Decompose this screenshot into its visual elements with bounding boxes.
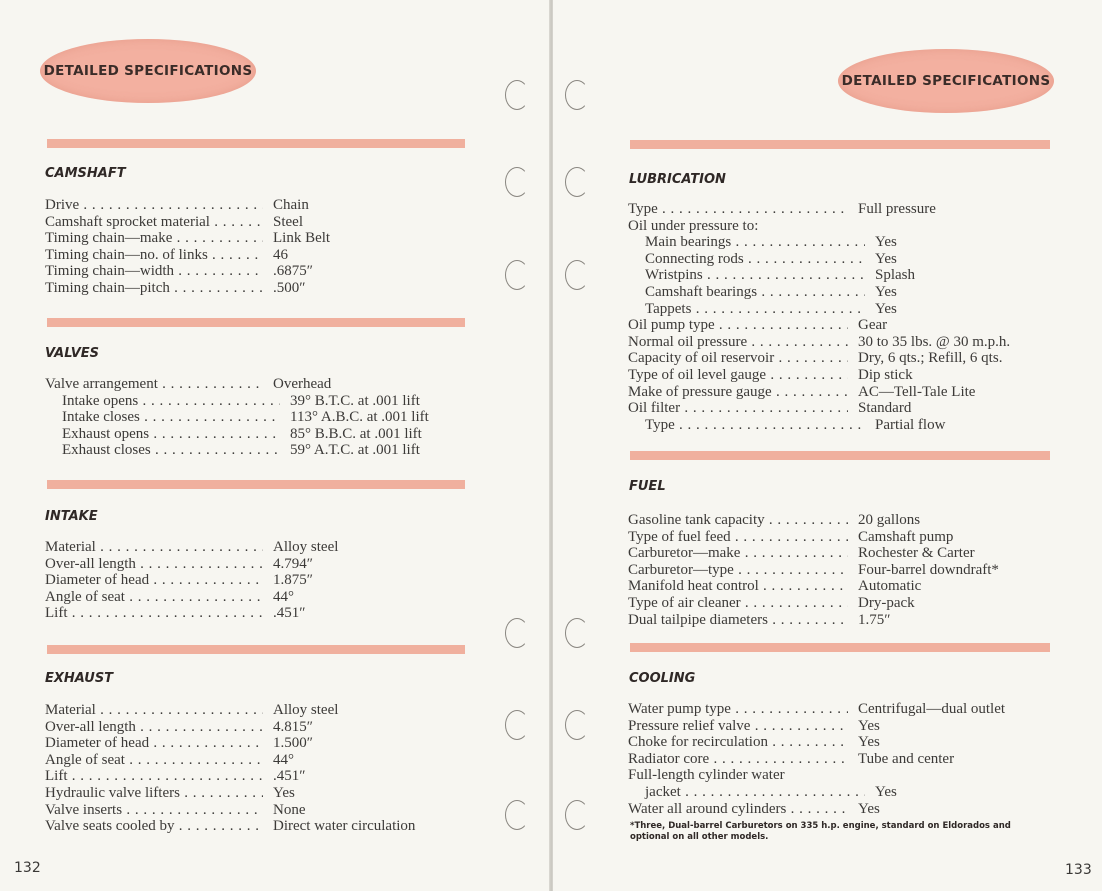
spec-row: [45, 719, 415, 736]
spec-value: Yes: [875, 783, 897, 800]
spec-value: Alloy steel: [273, 539, 339, 555]
spec-row: [628, 367, 1010, 384]
spec-row: [45, 572, 338, 589]
spec-row: [45, 735, 415, 752]
spec-label: Tappets . . .: [628, 301, 865, 318]
spec-row: [628, 801, 1005, 818]
spec-row: [45, 818, 415, 835]
section-title-valves: VALVES: [45, 346, 100, 361]
spec-row: [628, 400, 1010, 417]
spec-row: [628, 267, 1010, 284]
spec-label: Water pump type . . .: [628, 701, 848, 718]
spec-row: [628, 317, 1010, 334]
spec-label: Over-all length . . .: [45, 556, 263, 573]
binder-hole: [505, 710, 529, 740]
spec-value: Yes: [875, 250, 897, 267]
spec-label: Valve seats cooled by . . .: [45, 818, 263, 835]
binder-hole: [565, 618, 589, 648]
spec-value: Dry-pack: [858, 594, 915, 611]
spec-row: [628, 417, 1010, 434]
spec-value: Automatic: [858, 578, 922, 595]
spec-value: Yes: [875, 234, 897, 251]
spec-value: 1.875″: [273, 572, 313, 589]
spec-value: Partial flow: [875, 416, 946, 433]
spec-row: [45, 263, 330, 280]
section-title-lubrication: LUBRICATION: [629, 172, 726, 187]
spec-label: Material . . .: [45, 702, 263, 719]
intake-spec-list: [45, 539, 338, 622]
spec-value: Rochester & Carter: [858, 545, 975, 562]
spec-label: Oil under pressure to:: [628, 217, 759, 234]
spec-value: Link Belt: [273, 230, 331, 247]
spec-row: [628, 784, 1005, 801]
cooling-spec-list: [628, 701, 1005, 817]
spec-row: [45, 393, 429, 410]
page-number: 132: [14, 860, 41, 876]
spec-row: [45, 768, 415, 785]
spec-row: [628, 562, 999, 579]
spec-value: 1.500″: [273, 735, 313, 752]
spec-value: .6875″: [273, 263, 313, 280]
divider-bar: [47, 139, 465, 148]
spec-label: Choke for recirculation . . .: [628, 734, 848, 751]
spec-label: Gasoline tank capacity . . .: [628, 512, 848, 529]
spec-value: Yes: [875, 300, 897, 317]
spec-label: Pressure relief valve . . .: [628, 718, 848, 735]
spec-label: Main bearings . . .: [628, 234, 865, 251]
valves-spec-list: [45, 376, 429, 459]
spec-label: Exhaust closes . . .: [45, 442, 280, 459]
spec-value: Full pressure: [858, 201, 936, 217]
spec-value: Dry, 6 qts.; Refill, 6 qts.: [858, 350, 1003, 367]
spec-value: 39° B.T.C. at .001 lift: [290, 392, 420, 409]
spec-label: Water all around cylinders . . .: [628, 801, 848, 818]
spec-row: [45, 556, 338, 573]
spec-label: Diameter of head . . .: [45, 572, 263, 589]
section-title-cooling: COOLING: [629, 671, 696, 686]
spec-row: [45, 702, 415, 719]
spec-value: Yes: [858, 800, 880, 817]
spec-label: Radiator core . . .: [628, 751, 848, 768]
spec-value: Tube and center: [858, 750, 955, 767]
spec-label: Carburetor—make . . .: [628, 545, 848, 562]
spec-value: Yes: [858, 717, 880, 734]
spec-value: Standard: [858, 400, 912, 417]
spec-value: Direct water circulation: [273, 818, 416, 835]
spec-value: 46: [273, 246, 288, 263]
spec-value: Camshaft pump: [858, 528, 954, 545]
spec-label: Camshaft bearings . . .: [628, 284, 865, 301]
spec-value: 44°: [273, 588, 294, 605]
spec-row: [628, 701, 1005, 718]
page-number: 133: [1065, 862, 1092, 878]
divider-bar: [47, 645, 465, 654]
spec-value: .451″: [273, 768, 306, 785]
spec-row: [45, 247, 330, 264]
spec-row: [45, 280, 330, 297]
binder-hole: [505, 618, 529, 648]
spec-row: [628, 545, 999, 562]
spec-value: [848, 767, 858, 784]
spec-value: Steel: [273, 213, 303, 230]
page-132: [0, 0, 549, 891]
spec-row: [628, 718, 1005, 735]
binder-hole: [565, 260, 589, 290]
spec-value: 4.794″: [273, 555, 313, 572]
section-title-fuel: FUEL: [629, 479, 666, 494]
spec-label: Intake opens . . .: [45, 393, 280, 410]
spec-row: [45, 214, 330, 231]
spec-value: Chain: [273, 197, 309, 213]
spec-value: 113° A.B.C. at .001 lift: [290, 409, 429, 426]
spec-label: Angle of seat . . .: [45, 589, 263, 606]
spec-value: 30 to 35 lbs. @ 30 m.p.h.: [858, 333, 1011, 350]
spec-label: Wristpins . . .: [628, 267, 865, 284]
spec-label: Carburetor—type . . .: [628, 562, 848, 579]
spec-value: [848, 218, 858, 235]
spec-label: Capacity of oil reservoir . . .: [628, 350, 848, 367]
spec-row: [45, 442, 429, 459]
divider-bar: [630, 643, 1050, 652]
spec-label: Drive . . .: [45, 197, 263, 214]
lubrication-spec-list: [628, 201, 1010, 433]
spec-value: Centrifugal—dual outlet: [858, 701, 1006, 717]
spec-row: [628, 612, 999, 629]
spec-label: Lift . . .: [45, 768, 263, 785]
spec-row: [628, 218, 1010, 235]
spec-value: .500″: [273, 279, 306, 296]
exhaust-spec-list: [45, 702, 415, 835]
spec-value: Gear: [858, 317, 888, 334]
spec-label: Manifold heat control . . .: [628, 578, 848, 595]
spec-row: [45, 376, 429, 393]
fuel-spec-list: [628, 512, 999, 628]
spec-value: 59° A.T.C. at .001 lift: [290, 442, 420, 459]
spec-row: [628, 767, 1005, 784]
spec-row: [628, 350, 1010, 367]
spec-value: Yes: [858, 734, 880, 751]
spec-row: [628, 301, 1010, 318]
spec-value: Overhead: [273, 376, 332, 392]
spec-label: Intake closes . . .: [45, 409, 280, 426]
spec-label: jacket . . .: [628, 784, 865, 801]
spec-label: Oil pump type . . .: [628, 317, 848, 334]
spec-label: Hydraulic valve lifters . . .: [45, 785, 263, 802]
spec-row: [628, 578, 999, 595]
spec-label: Timing chain—pitch . . .: [45, 280, 263, 297]
spec-value: None: [273, 801, 306, 818]
spec-value: Yes: [875, 283, 897, 300]
divider-bar: [47, 480, 465, 489]
binder-hole: [505, 80, 529, 110]
spec-row: [45, 785, 415, 802]
spec-label: Dual tailpipe diameters . . .: [628, 612, 848, 629]
spec-row: [628, 201, 1010, 218]
spec-label: Lift . . .: [45, 605, 263, 622]
carburetor-footnote: *Three, Dual-barrel Carburetors on 335 h.p. engine, standard on Eldorados and optional on all other models.: [630, 821, 1011, 842]
binder-hole: [565, 80, 589, 110]
spec-label: Connecting rods . . .: [628, 251, 865, 268]
spec-label: Diameter of head . . .: [45, 735, 263, 752]
spec-row: [45, 197, 330, 214]
spec-row: [45, 589, 338, 606]
spec-row: [628, 529, 999, 546]
section-title-intake: INTAKE: [45, 509, 98, 524]
camshaft-spec-list: [45, 197, 330, 297]
spec-label: Timing chain—width . . .: [45, 263, 263, 280]
binder-hole: [565, 167, 589, 197]
spec-value: Four-barrel downdraft*: [858, 561, 999, 578]
spec-row: [45, 605, 338, 622]
spec-label: Oil filter . . .: [628, 400, 848, 417]
spec-row: [628, 595, 999, 612]
spec-value: AC—Tell-Tale Lite: [858, 383, 976, 400]
spec-label: Timing chain—make . . .: [45, 230, 263, 247]
divider-bar: [47, 318, 465, 327]
spec-value: 4.815″: [273, 718, 313, 735]
spec-value: 44°: [273, 751, 294, 768]
page-133: [553, 0, 1102, 891]
divider-bar: [630, 451, 1050, 460]
spec-value: 20 gallons: [858, 512, 921, 528]
spec-value: .451″: [273, 605, 306, 622]
spec-label: Over-all length . . .: [45, 719, 263, 736]
spec-label: Full-length cylinder water: [628, 767, 785, 784]
spec-row: [628, 284, 1010, 301]
spec-label: Valve arrangement . . .: [45, 376, 263, 393]
spec-value: Splash: [875, 267, 916, 284]
spec-row: [45, 409, 429, 426]
spec-row: [45, 426, 429, 443]
binder-hole: [505, 260, 529, 290]
spec-row: [628, 751, 1005, 768]
spec-label: Type . . .: [628, 417, 865, 434]
spec-row: [45, 802, 415, 819]
spec-row: [628, 251, 1010, 268]
spec-label: Valve inserts . . .: [45, 802, 263, 819]
binder-hole: [565, 710, 589, 740]
binder-hole: [565, 800, 589, 830]
section-title-exhaust: EXHAUST: [45, 671, 114, 686]
spec-value: Yes: [273, 784, 295, 801]
spec-label: Type of air cleaner . . .: [628, 595, 848, 612]
spec-label: Type . . .: [628, 201, 848, 218]
spec-label: Exhaust opens . . .: [45, 426, 280, 443]
spec-row: [628, 334, 1010, 351]
spec-row: [45, 752, 415, 769]
spec-label: Normal oil pressure . . .: [628, 334, 848, 351]
spec-label: Angle of seat . . .: [45, 752, 263, 769]
spec-label: Camshaft sprocket material . . .: [45, 214, 263, 231]
spec-value: 1.75″: [858, 611, 891, 628]
spec-label: Make of pressure gauge . . .: [628, 384, 848, 401]
divider-bar: [630, 140, 1050, 149]
spec-label: Type of oil level gauge . . .: [628, 367, 848, 384]
spec-value: Dip stick: [858, 366, 913, 383]
binder-hole: [505, 167, 529, 197]
spec-row: [628, 512, 999, 529]
spec-label: Material . . .: [45, 539, 263, 556]
spec-row: [45, 539, 338, 556]
spec-row: [45, 230, 330, 247]
spec-row: [628, 384, 1010, 401]
binder-hole: [505, 800, 529, 830]
section-badge: DETAILED SPECIFICATIONS: [838, 49, 1054, 113]
section-title-camshaft: CAMSHAFT: [45, 166, 126, 181]
spec-value: Alloy steel: [273, 702, 339, 718]
spec-label: Type of fuel feed . . .: [628, 529, 848, 546]
section-badge: DETAILED SPECIFICATIONS: [40, 39, 256, 103]
spec-label: Timing chain—no. of links . . .: [45, 247, 263, 264]
spec-value: 85° B.B.C. at .001 lift: [290, 425, 422, 442]
spec-row: [628, 234, 1010, 251]
spec-row: [628, 734, 1005, 751]
